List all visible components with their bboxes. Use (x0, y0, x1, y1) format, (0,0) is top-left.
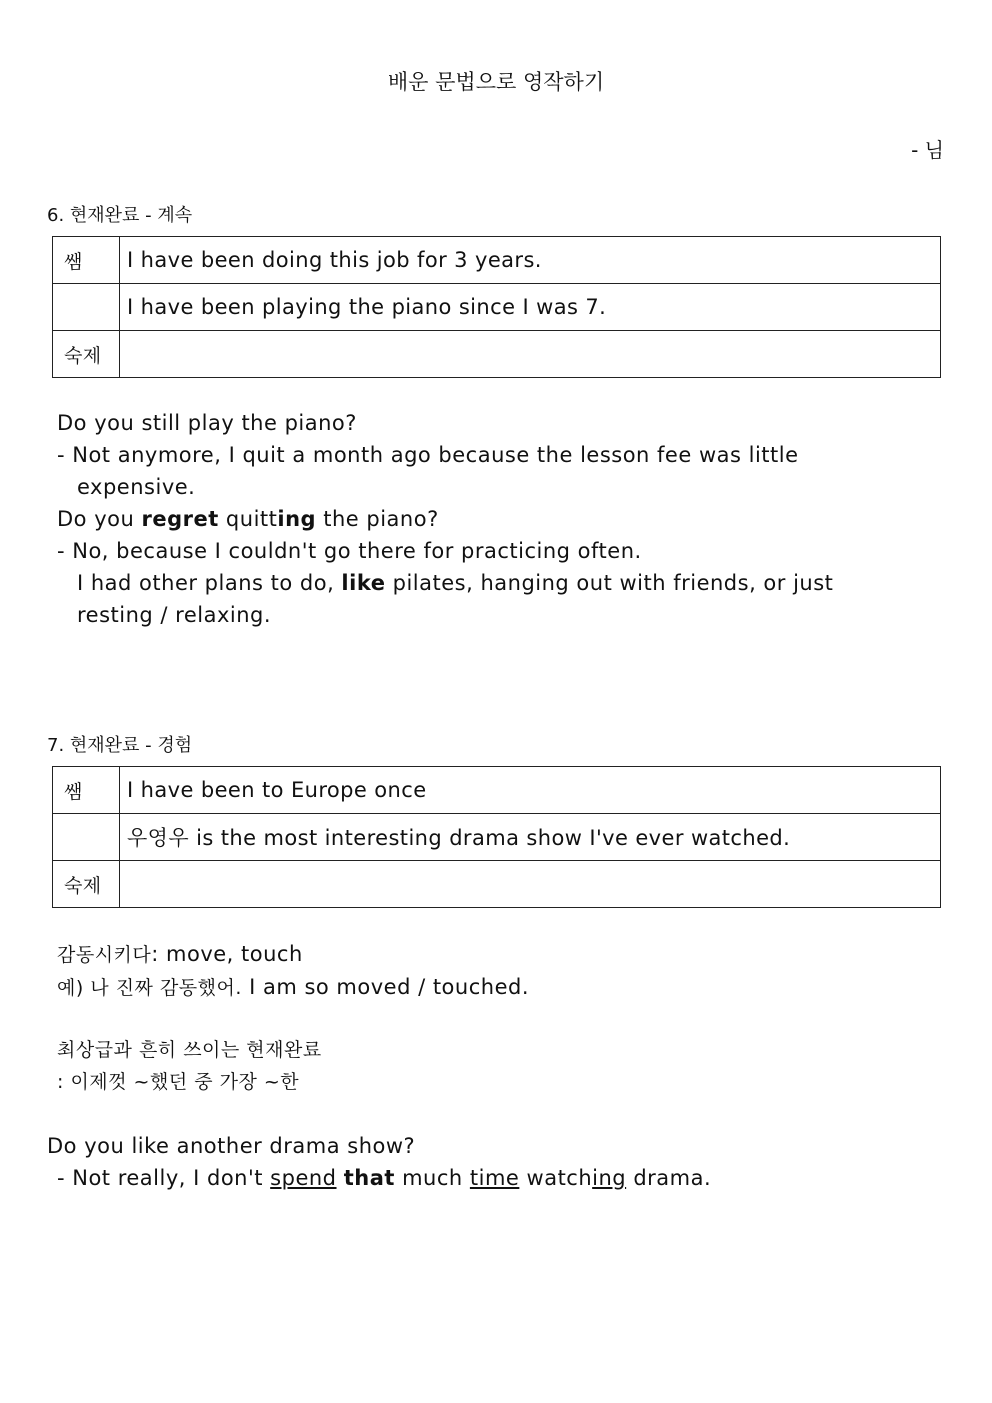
row-label: 숙제 (53, 861, 120, 908)
answer-line: - Not anymore, I quit a month ago because the lesson fee was little (57, 443, 799, 467)
row-label (53, 284, 120, 331)
section-7-vocab (57, 938, 529, 1004)
question-line: Do you like another drama show? (47, 1134, 416, 1158)
row-label: 쌤 (53, 237, 120, 284)
grammar-line: : 이제껏 ~했던 중 가장 ~한 (57, 1071, 300, 1093)
section-6-heading: 6. 현재완료 - 계속 (47, 205, 193, 226)
grammar-line: 최상급과 흔히 쓰이는 현재완료 (57, 1039, 322, 1061)
row-text: I have been playing the piano since I was 7. (120, 284, 941, 331)
homework-field[interactable] (120, 861, 941, 908)
row-label: 쌤 (53, 767, 120, 814)
table-row (53, 284, 941, 331)
answer-line: - Not really, I don't spend that much time watching drama. (57, 1166, 712, 1190)
table-row (53, 814, 941, 861)
section-7-dialogue (47, 1130, 711, 1194)
example-line: 예) 나 진짜 감동했어. I am so moved / touched. (57, 975, 529, 999)
answer-line: resting / relaxing. (77, 603, 272, 627)
answer-line: I had other plans to do, like pilates, hanging out with friends, or just (77, 571, 834, 595)
table-row (53, 767, 941, 814)
section-7-grammar (57, 1034, 322, 1098)
answer-line: - No, because I couldn't go there for practicing often. (57, 539, 642, 563)
section-6-notes (57, 407, 833, 631)
page-title: 배운 문법으로 영작하기 (387, 70, 605, 94)
table-row (53, 237, 941, 284)
row-label: 숙제 (53, 331, 120, 378)
row-text: I have been to Europe once (120, 767, 941, 814)
section-6-table (52, 236, 941, 378)
question-line: Do you regret quitting the piano? (57, 507, 439, 531)
row-label (53, 814, 120, 861)
table-row (53, 331, 941, 378)
section-7-heading: 7. 현재완료 - 경험 (47, 735, 193, 756)
homework-field[interactable] (120, 331, 941, 378)
section-7-table (52, 766, 941, 908)
question-line: Do you still play the piano? (57, 411, 357, 435)
row-text: I have been doing this job for 3 years. (120, 237, 941, 284)
vocab-line: 감동시키다: move, touch (57, 942, 303, 966)
row-text: 우영우 is the most interesting drama show I've ever watched. (120, 814, 941, 861)
student-name: - 님 (911, 138, 944, 162)
answer-line: expensive. (77, 475, 196, 499)
table-row (53, 861, 941, 908)
